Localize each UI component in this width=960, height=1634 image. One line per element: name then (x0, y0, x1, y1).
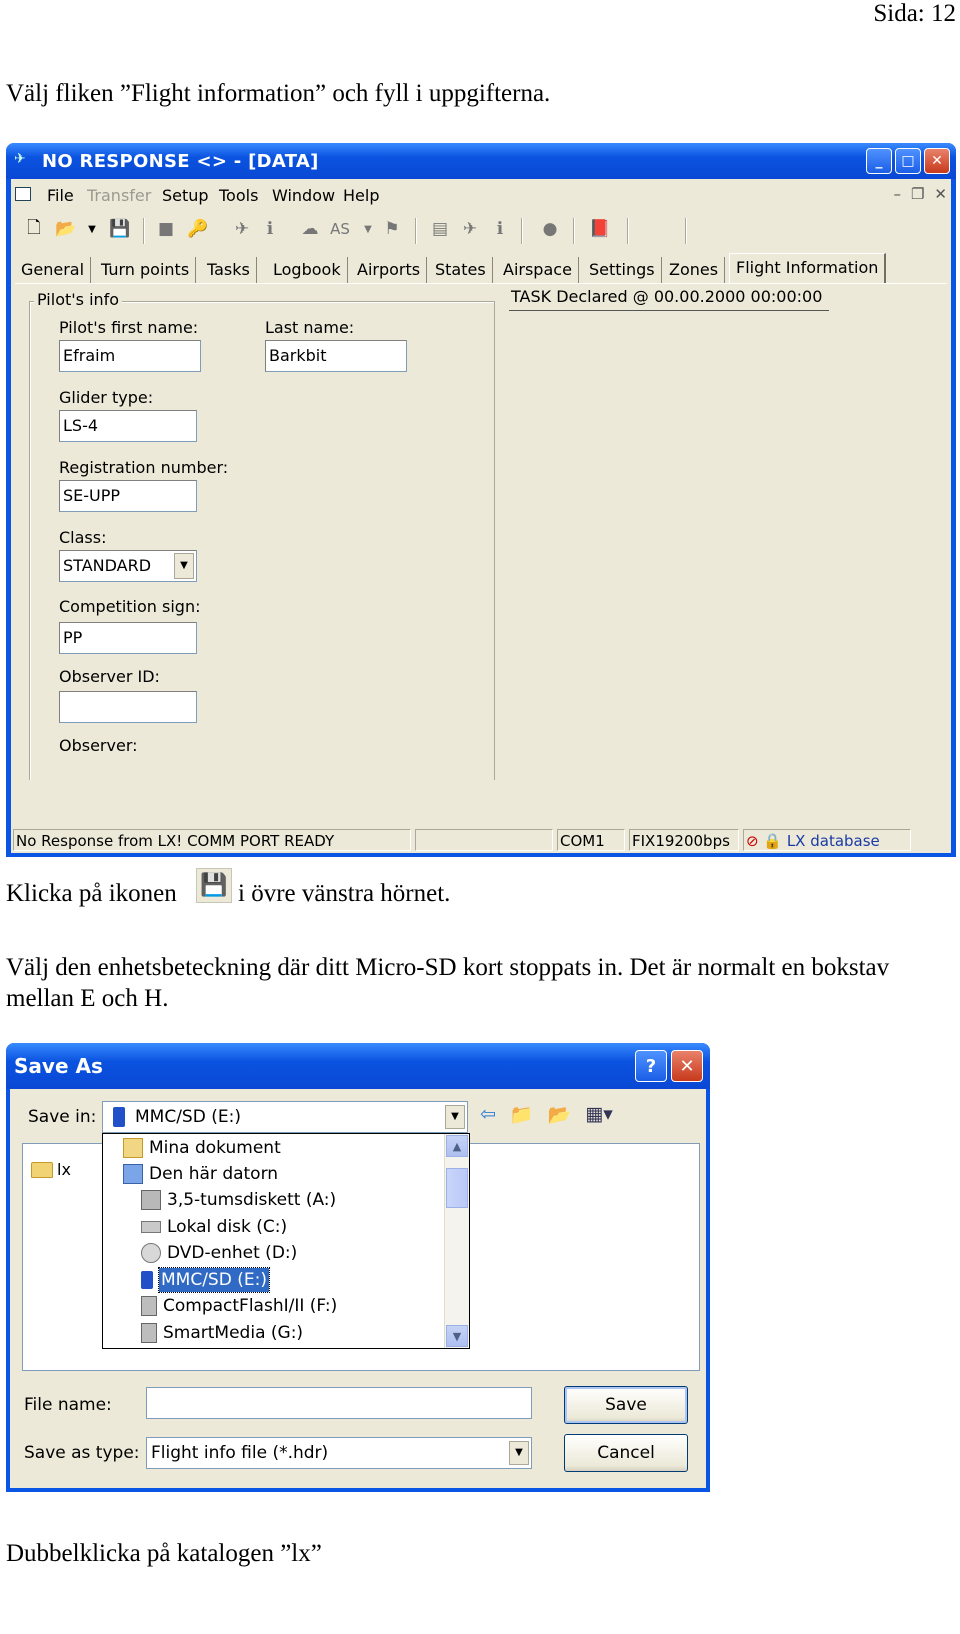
tab-strip (11, 253, 951, 283)
dialog-close-button[interactable]: ✕ (671, 1050, 703, 1082)
window-title: NO RESPONSE <> - [DATA] (42, 151, 319, 172)
tab-states[interactable]: States (429, 257, 493, 283)
help-button[interactable]: ? (635, 1050, 667, 1082)
file-name-input[interactable] (146, 1387, 532, 1419)
dvd-drive-icon (141, 1243, 161, 1263)
open-folder-icon[interactable]: 📂 (55, 219, 77, 239)
document-window-icon (15, 187, 31, 201)
instruction-select-tab: Välj fliken ”Flight information” och fyll i uppgifterna. (6, 80, 551, 107)
registration-label: Registration number: (59, 458, 229, 477)
tab-airports[interactable]: Airports (351, 257, 427, 283)
registration-field[interactable]: SE-UPP (59, 480, 197, 512)
sd-card-icon (141, 1271, 153, 1289)
competition-sign-field[interactable]: PP (59, 622, 197, 654)
list-item[interactable]: Mina dokument (123, 1136, 281, 1160)
tab-settings[interactable]: Settings (583, 257, 662, 283)
scroll-down-icon[interactable]: ▼ (446, 1325, 468, 1347)
view-menu-icon[interactable]: ▦▾ (585, 1103, 613, 1125)
save-in-select[interactable] (102, 1101, 468, 1133)
status-database (743, 829, 911, 851)
window-title-bar (6, 143, 956, 179)
list-item[interactable]: DVD-enhet (D:) (141, 1241, 297, 1265)
observer-label: Observer: (59, 736, 138, 755)
save-in-label: Save in: (28, 1107, 97, 1127)
bomb-icon[interactable]: ● (542, 219, 558, 239)
menu-tools[interactable]: Tools (219, 186, 259, 205)
instruction-select-drive: Välj den enhetsbeteckning där ditt Micro-SD kort stoppats in. Det är normalt en bokstav mellan E och H. (6, 954, 890, 1012)
glider-type-field[interactable]: LS-4 (59, 410, 197, 442)
lx-main-window (6, 143, 956, 857)
close-button[interactable]: ✕ (924, 148, 950, 174)
flight-information-panel (15, 283, 947, 827)
competition-sign-label: Competition sign: (59, 597, 201, 616)
sd-card-icon (113, 1107, 125, 1127)
glider-icon[interactable]: ✈ (462, 219, 478, 239)
smart-media-icon (141, 1323, 157, 1343)
dialog-title-bar (6, 1043, 710, 1089)
hard-disk-icon (141, 1221, 161, 1233)
database-label: LX database (786, 832, 880, 850)
save-in-value: MMC/SD (E:) (135, 1107, 241, 1127)
scroll-up-icon[interactable]: ▲ (446, 1135, 468, 1157)
observer-id-label: Observer ID: (59, 667, 160, 686)
tab-airspace[interactable]: Airspace (497, 257, 579, 283)
list-item[interactable]: CompactFlashI/II (F:) (141, 1294, 337, 1318)
list-item[interactable]: 3,5-tumsdiskett (A:) (141, 1188, 336, 1212)
menu-window[interactable]: Window (272, 186, 336, 205)
my-computer-icon (123, 1164, 143, 1184)
class-value: STANDARD (63, 556, 152, 575)
back-arrow-icon[interactable]: ⇦ (480, 1103, 496, 1125)
status-port: COM1 (557, 829, 625, 851)
file-name-label: File name: (24, 1395, 112, 1415)
instruction-click-icon (6, 878, 177, 909)
instruction-double-click: Dubbelklicka på katalogen ”lx” (6, 1540, 322, 1567)
book-icon[interactable]: 📕 (589, 219, 611, 239)
chevron-down-icon[interactable]: ▼ (174, 553, 194, 579)
tab-turn-points[interactable]: Turn points (95, 257, 196, 283)
toolbar (11, 212, 951, 248)
flag-icon[interactable]: ⚑ (384, 219, 400, 239)
menu-bar (11, 179, 951, 211)
folder-lx-label: lx (57, 1160, 71, 1179)
lock-icon: 🔒 (763, 832, 783, 850)
observer-id-field[interactable] (59, 691, 197, 723)
no-navigation-icon: ⊘ (746, 832, 759, 850)
first-name-label: Pilot's first name: (59, 318, 199, 337)
chevron-down-icon[interactable]: ▼ (509, 1441, 529, 1465)
chevron-down-icon[interactable]: ▼ (445, 1105, 465, 1129)
child-minimize-icon[interactable]: – (893, 185, 901, 203)
scroll-thumb[interactable] (446, 1168, 468, 1208)
child-restore-icon[interactable]: ❐ (910, 185, 925, 203)
new-file-icon[interactable]: 🗋 (27, 217, 41, 238)
tab-logbook[interactable]: Logbook (267, 257, 348, 283)
minimize-button[interactable]: _ (866, 148, 892, 174)
status-speed: FIX19200bps (629, 829, 739, 851)
save-in-dropdown-list[interactable] (102, 1133, 470, 1349)
maximize-button[interactable]: □ (895, 148, 921, 174)
list-item[interactable]: SmartMedia (G:) (141, 1321, 303, 1345)
stop-icon[interactable]: ■ (157, 219, 175, 239)
cancel-button[interactable]: Cancel (564, 1434, 688, 1472)
new-folder-icon[interactable]: 📂 (547, 1104, 572, 1126)
list-item[interactable]: Den här datorn (123, 1162, 278, 1186)
save-icon[interactable]: 💾 (109, 219, 131, 239)
floppy-drive-icon (141, 1190, 161, 1210)
status-empty (415, 829, 553, 851)
up-folder-icon[interactable]: 📁 (509, 1104, 534, 1126)
logbook-icon[interactable]: ▤ (431, 219, 449, 239)
folder-lx[interactable] (31, 1160, 71, 1179)
save-icon: 💾 (196, 868, 232, 903)
menu-transfer[interactable]: Transfer (87, 186, 152, 205)
list-item-selected[interactable]: MMC/SD (E:) (141, 1268, 269, 1292)
as-dropdown-icon[interactable]: ▼ (364, 223, 372, 235)
my-documents-icon (123, 1138, 143, 1158)
as-icon[interactable]: AS (330, 220, 350, 238)
menu-help[interactable]: Help (343, 186, 380, 205)
group-title: Pilot's info (34, 290, 122, 309)
page-number: Sida: 12 (873, 0, 956, 27)
compact-flash-icon (141, 1296, 157, 1316)
class-label: Class: (59, 528, 107, 547)
save-button[interactable]: Save (564, 1386, 688, 1424)
task-declared-text: TASK Declared @ 00.00.2000 00:00:00 (509, 287, 829, 311)
menu-setup[interactable]: Setup (162, 186, 209, 205)
tab-flight-information[interactable]: Flight Information (729, 253, 886, 284)
open-dropdown-icon[interactable]: ▼ (88, 223, 96, 235)
last-name-label: Last name: (265, 318, 355, 337)
status-bar (11, 827, 951, 853)
info-transfer-icon[interactable]: ℹ (266, 219, 274, 239)
menu-file[interactable]: File (47, 186, 74, 205)
child-close-icon[interactable]: ✕ (934, 185, 947, 203)
first-name-field[interactable]: Efraim (59, 340, 201, 372)
class-select[interactable] (59, 550, 197, 582)
info-icon[interactable]: ℹ (496, 219, 504, 239)
save-as-type-select[interactable] (146, 1437, 532, 1469)
tab-tasks[interactable]: Tasks (201, 257, 257, 283)
save-as-type-label: Save as type: (24, 1443, 140, 1463)
save-as-dialog (6, 1043, 710, 1492)
status-message: No Response from LX! COMM PORT READY (13, 829, 411, 851)
last-name-field[interactable]: Barkbit (265, 340, 407, 372)
tab-zones[interactable]: Zones (663, 257, 725, 283)
instruction-click-after: i övre vänstra hörnet. (238, 880, 451, 907)
dropdown-scrollbar[interactable] (444, 1134, 469, 1348)
cloud-icon[interactable]: ☁ (301, 219, 319, 239)
app-icon: ✈ (14, 151, 26, 167)
save-as-type-value: Flight info file (*.hdr) (151, 1443, 329, 1463)
folder-icon (31, 1162, 53, 1178)
list-item[interactable]: Lokal disk (C:) (141, 1215, 287, 1239)
glider-transfer-icon[interactable]: ✈ (234, 219, 250, 239)
dialog-title: Save As (14, 1054, 103, 1078)
instruction-click-before: Klicka på ikonen (6, 880, 177, 907)
tab-general[interactable]: General (15, 257, 91, 283)
key-icon[interactable]: 🔑 (187, 219, 209, 239)
glider-type-label: Glider type: (59, 388, 154, 407)
